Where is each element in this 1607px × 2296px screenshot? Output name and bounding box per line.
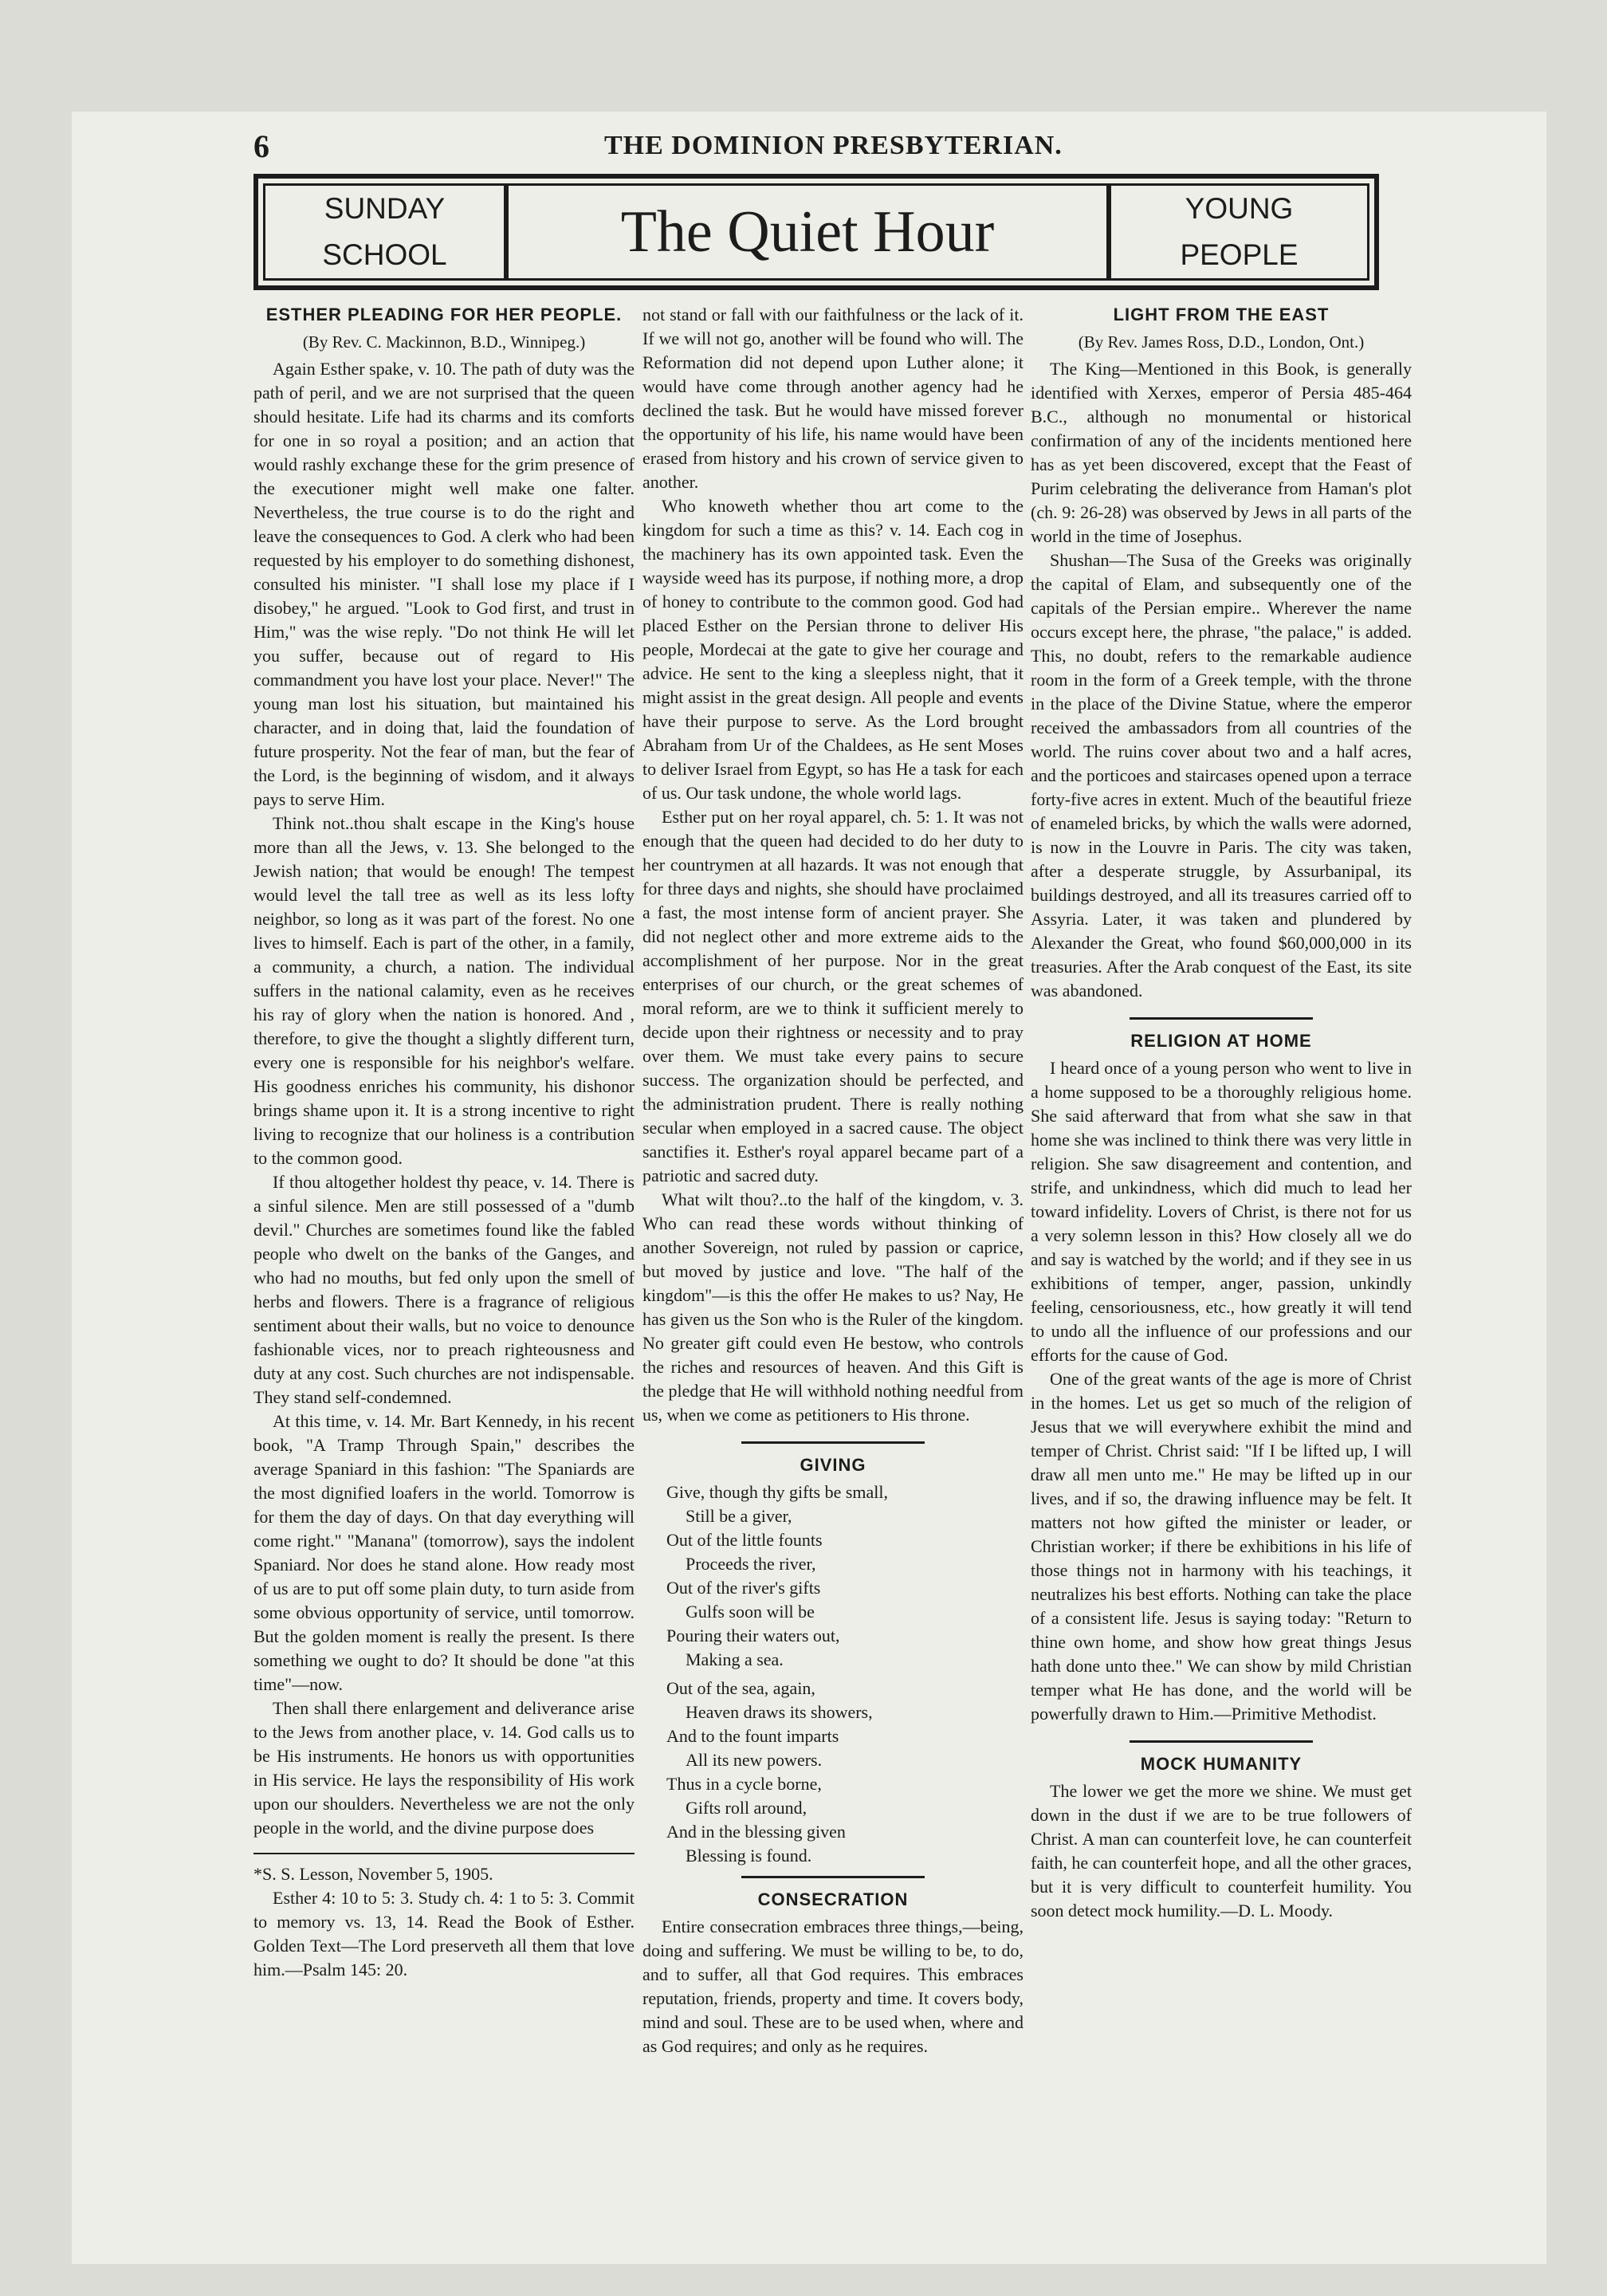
section-banner: [253, 174, 1379, 290]
article-paragraph: I heard once of a young person who went to live in a home supposed to be a thoroughly religious home. She said afterward that from what she saw in that home she was inclined to think there was very little in religion. She saw disagreement and contention, and strife, and unkindness, which did much to lead her toward infidelity. Lovers of Christ, is there not for us a very solemn lesson in this? How closely all we do and say is watched by the world; and if they see in us exhibitions of temper, anger, passion, unkindly feeling, censoriousness, etc., how greatly it will tend to undo all the influence of our professions and our efforts for the cause of God.: [1031, 1058, 1412, 1365]
section-divider: [741, 1876, 925, 1878]
poem-line: Thus in a cycle borne,: [666, 1774, 822, 1794]
poem-line: Pouring their waters out,: [666, 1626, 840, 1645]
article-title: ESTHER PLEADING FOR HER PEOPLE.: [265, 305, 623, 324]
consecration-text: Entire consecration embraces three things,—being, doing and suffering. We must be willing to be, to do, and to suffer, all that God requires. This embraces reputation, friends, property and time. It covers body, mind and soul. These are to be used when, where and as God requires; and only as he requires.: [642, 1917, 1024, 2056]
article-paragraph: What wilt thou?..to the half of the kingdom, v. 3. Who can read these words without thinking of another Sovereign, not ruled by passion or caprice, but moved by justice and love. "The half of the kingdom"—is this the offer He makes to us? Nay, He has given us the Son who is the Ruler of the kingdom. No greater gift could even He bestow, who controls the riches and resources of heaven. And this Gift is the pledge that He will withhold nothing needful from us, when we come as petitioners to His throne.: [642, 1189, 1024, 1425]
publication-title: THE DOMINION PRESBYTERIAN.: [604, 131, 1063, 160]
column-1: [253, 303, 635, 1982]
banner-left-box: [263, 183, 506, 281]
footnote-line: Esther 4: 10 to 5: 3. Study ch. 4: 1 to 5: 3. Commit to memory vs. 13, 14. Read the Book of Esther. Golden Text—The Lord preserveth all them that love him.—Psalm 145: 20.: [253, 1888, 635, 1980]
religion-at-home-title: RELIGION AT HOME: [1130, 1031, 1312, 1051]
poem-line: All its new powers.: [686, 1750, 823, 1770]
article-paragraph: Shushan—The Susa of the Greeks was originally the capital of Elam, and subsequently one of the capitals of the Persian empire.. Wherever the name occurs except here, the phrase, "the palace," is added. This, no doubt, refers to the remarkable audience room in the form of a Greek temple, with the throne in the place of the Divine Statue, where the emperor received the ambassadors from all countries of the world. The ruins cover about two and a half acres, and the porticoes and staircases opened upon a terrace forty-five acres in extent. Much of the beautiful frieze of enameled bricks, by which the walls were adorned, is now in the Louvre in Paris. The city was taken, after a desperate struggle, by Assurbanipal, its buildings destroyed, and all its treasures carried off to Assyria. Later, it was taken and plundered by Alexander the Great, who found $60,000,000 in its treasuries. After the Arab conquest of the East, its site was abandoned.: [1031, 550, 1412, 1001]
banner-left-line1: SUNDAY: [324, 192, 446, 225]
article-paragraph: If thou altogether holdest thy peace, v. 14. There is a sinful silence. Men are still possessed of a "dumb devil." Churches are sometimes found like the fabled people who dwelt on the banks of the Ganges, and who had no mouths, but fed only upon the smell of herbs and flowers. There is a fragrance of religious sentiment about their walls, but no voice to denounce fashionable vices, nor to preach righteousness and duty at any cost. Such churches are not indispensable. They stand self-condemned.: [253, 1172, 635, 1407]
article-paragraph: not stand or fall with our faithfulness or the lack of it. If we will not go, another will be found who will. The Reformation did not depend upon Luther alone; it would have come through another agency had he declined the task. But he would have missed forever the opportunity of his life, his name would have been erased from history and his crown of service given to another.: [642, 305, 1024, 492]
article-paragraph: Then shall there enlargement and deliverance arise to the Jews from another place, v. 14. God calls us to be His instruments. He honors us with opportunities in His service. He lays the responsibility of His work upon our shoulders. Nevertheless we are not the only people in the world, and the divine purpose does: [253, 1698, 635, 1838]
column-2: [642, 303, 1024, 2058]
banner-title: The Quiet Hour: [506, 183, 1109, 281]
running-header: [253, 128, 1385, 167]
poem-line: Proceeds the river,: [686, 1554, 816, 1574]
article-byline: (By Rev. C. Mackinnon, B.D., Winnipeg.): [302, 332, 586, 352]
footnote-divider: [253, 1853, 635, 1854]
light-from-east-title: LIGHT FROM THE EAST: [1113, 305, 1330, 324]
poem-line: Making a sea.: [686, 1649, 784, 1669]
poem-line: Out of the little founts: [666, 1530, 823, 1550]
article-paragraph: One of the great wants of the age is more of Christ in the homes. Let us get so much of the religion of Jesus that we will everywhere exhibit the mind and temper of Christ. Christ said: "If I be lifted up, I will draw all men unto me." He may be lifted up in our lives, and if so, the drawing influence may be felt. It matters not how gifted the minister or leader, or Christian worker; if there be exhibitions in his life of those things not in harmony with his teachings, it neutralizes his best efforts. Nothing can take the place of a consistent life. Jesus is saying today: "Return to thine own home, and show how great things Jesus hath done unto thee." We can show by mild Christian temper what He has done, and the world will be powerfully drawn to Him.—Primitive Methodist.: [1031, 1369, 1412, 1724]
section-divider: [1130, 1017, 1313, 1020]
article-paragraph: At this time, v. 14. Mr. Bart Kennedy, in his recent book, "A Tramp Through Spain," describes the average Spaniard in this fashion: "The Spaniards are the most dignified loafers in the world. Tomorrow is for them the day of days. On that day everything will come right." "Manana" (tomorrow), says the indolent Spaniard. Nor does he stand alone. How ready most of us are to put off some plain duty, to turn aside from some obvious opportunity of service, until tomorrow. But the golden moment is really the present. Is there something we ought to do? It should be done "at this time"—now.: [253, 1411, 635, 1694]
poem-line: And in the blessing given: [666, 1822, 846, 1842]
section-divider: [1130, 1740, 1313, 1743]
mock-humanity-text: The lower we get the more we shine. We must get down in the dust if we are to be true followers of Christ. A man can counterfeit love, he can counterfeit faith, he can counterfeit hope, and all the other graces, but it is very difficult to counterfeit humility. You soon detect mock humility.—D. L. Moody.: [1031, 1781, 1412, 1921]
giving-title: GIVING: [800, 1455, 866, 1475]
banner-left-line2: SCHOOL: [322, 238, 447, 271]
consecration-title: CONSECRATION: [757, 1889, 909, 1909]
mock-humanity-title: MOCK HUMANITY: [1140, 1754, 1302, 1774]
giving-poem: [642, 1480, 1024, 1868]
article-paragraph: Think not..thou shalt escape in the King's house more than all the Jews, v. 13. She belonged to the Jewish nation; that would be enough! The tempest would level the tall tree as well as its less lofty neighbor, so long as it was part of the forest. No one lives to himself. Each is part of the other, in a family, a community, a church, a nation. The individual suffers in the national calamity, even as he receives his ray of glory when the nation is honored. And , therefore, to give the thought a slightly different turn, every one is responsible for his neighbor's welfare. His goodness enriches his community, his dishonor brings shame upon it. It is a strong incentive to right living to recognize that our holiness is a contribution to the common good.: [253, 813, 635, 1168]
article-paragraph: Again Esther spake, v. 10. The path of duty was the path of peril, and we are not surprised that the queen should hesitate. Life had its charms and its comforts for one in so royal a position; and an action that would rashly exchange these for the grim presence of the executioner might well make one falter. Nevertheless, the true course is to do the right and leave the consequences to God. A clerk who had been requested by his employer to do something dishonest, consulted his minister. "I shall lose my place if I disobey," he argued. "Look to God first, and trust in Him," was the wise reply. "Do not think He will let you suffer, because out of regard to His commandment you have lost your place. Never!" The young man lost his situation, but maintained his character, and in doing that, laid the foundation of future prosperity. Not the fear of man, but the fear of the Lord, is the beginning of wisdom, and it always pays to serve Him.: [253, 359, 635, 809]
article-paragraph: Who knoweth whether thou art come to the kingdom for such a time as this? v. 14. Each cog in the machinery has its own appointed task. Even the wayside weed has its purpose, if nothing more, a drop of honey to contribute to the common good. God had placed Esther on the Persian throne to deliver His people, Mordecai at the gate to give her courage and advice. He sent to the king a sleepless night, that it might assist in the great design. All people and events have their purpose to serve. As the Lord brought Abraham from Ur of the Chaldees, as He sent Moses to deliver Israel from Egypt, so has He a task for each of us. Our task undone, the whole world lags.: [642, 496, 1024, 803]
poem-line: Out of the river's gifts: [666, 1578, 821, 1598]
poem-line: Blessing is found.: [686, 1846, 812, 1866]
section-divider: [741, 1441, 925, 1444]
poem-line: Gulfs soon will be: [686, 1602, 815, 1622]
poem-line: Still be a giver,: [686, 1506, 792, 1526]
poem-line: Gifts roll around,: [686, 1798, 807, 1818]
banner-right-line2: PEOPLE: [1180, 238, 1299, 271]
light-from-east-byline: (By Rev. James Ross, D.D., London, Ont.): [1078, 332, 1365, 352]
banner-right-line1: YOUNG: [1185, 192, 1294, 225]
page-number: 6: [253, 128, 269, 164]
article-paragraph: The King—Mentioned in this Book, is generally identified with Xerxes, emperor of Persia 485-464 B.C., although no monumental or historical confirmation of any of the incidents mentioned here has as yet been discovered, except that the Feast of Purim celebrating the deliverance from Haman's plot (ch. 9: 26-28) was observed by Jews in all parts of the world in the time of Josephus.: [1031, 359, 1412, 546]
banner-right-box: [1109, 183, 1369, 281]
poem-line: Out of the sea, again,: [666, 1678, 815, 1698]
footnote-line: *S. S. Lesson, November 5, 1905.: [253, 1864, 493, 1884]
poem-line: Give, though thy gifts be small,: [666, 1482, 889, 1502]
poem-line: And to the fount imparts: [666, 1726, 839, 1746]
poem-line: Heaven draws its showers,: [686, 1702, 873, 1722]
footnote: [253, 1862, 635, 1982]
column-3: [1031, 303, 1412, 1923]
article-paragraph: Esther put on her royal apparel, ch. 5: 1. It was not enough that the queen had decided to do her duty to her countrymen at all hazards. It was not enough that for three days and nights, she should have proclaimed a fast, the most intense form of ancient prayer. She did not neglect other and more extreme aids to the accomplishment of her purpose. Nor in the great enterprises of our church, or the great schemes of moral reform, are we to think it sufficient merely to decide upon their rightness or necessity and to pray over them. We must take every pains to secure success. The organization should be perfected, and the administration prudent. There is really nothing secular when employed in a sacred cause. The object sanctifies it. Esther's royal apparel became part of a patriotic and sacred duty.: [642, 807, 1024, 1185]
